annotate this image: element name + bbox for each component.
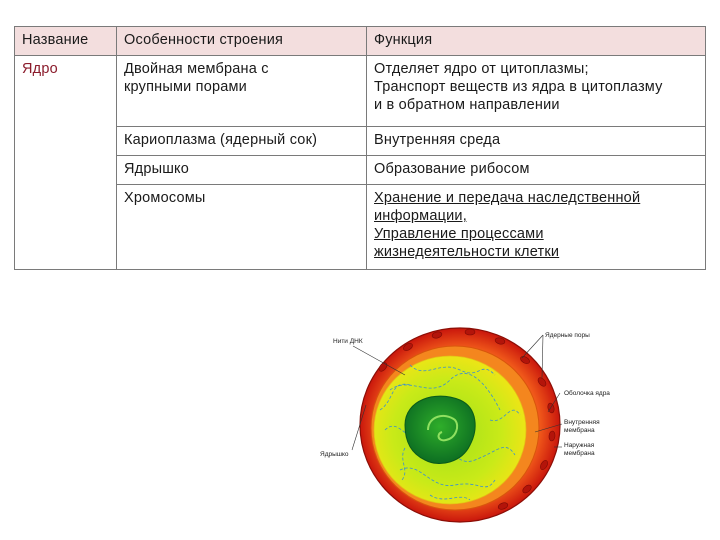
function-text: жизнедеятельности клетки xyxy=(374,244,560,260)
structure-cell xyxy=(117,185,367,270)
label-outer-membrane-2: мембрана xyxy=(564,450,595,457)
structure-text: Кариоплазма (ядерный сок) xyxy=(124,132,318,148)
function-text: информации, xyxy=(374,208,467,224)
function-cell xyxy=(367,185,706,270)
function-cell xyxy=(367,56,706,127)
header-structure: Особенности строения xyxy=(117,27,367,56)
row-label-nucleus: Ядро xyxy=(15,56,117,270)
label-outer-membrane-1: Наружная xyxy=(564,442,595,449)
structure-cell xyxy=(117,156,367,185)
table-row xyxy=(15,56,706,127)
table-row xyxy=(15,156,706,185)
structure-cell xyxy=(117,56,367,127)
label-inner-membrane-1: Внутренняя xyxy=(564,419,600,426)
structure-text: крупными порами xyxy=(124,79,247,95)
label-inner-membrane-2: мембрана xyxy=(564,427,595,434)
table-row xyxy=(15,127,706,156)
table-row xyxy=(15,185,706,270)
label-nucleolus: Ядрышко xyxy=(320,451,349,458)
label-nuclear-envelope: Оболочка ядра xyxy=(564,390,610,397)
function-text: Образование рибосом xyxy=(374,161,530,177)
label-nuclear-pores: Ядерные поры xyxy=(545,332,590,339)
function-text: Отделяет ядро от цитоплазмы; xyxy=(374,61,589,77)
label-dna-threads: Нити ДНК xyxy=(333,338,363,345)
function-cell xyxy=(367,127,706,156)
header-function: Функция xyxy=(367,27,706,56)
structure-cell xyxy=(117,127,367,156)
nucleus-diagram xyxy=(310,320,620,530)
structure-text: Ядрышко xyxy=(124,161,190,177)
function-text: Транспорт веществ из ядра в цитоплазму xyxy=(374,79,663,95)
structure-function-table xyxy=(14,26,706,270)
function-text: Хранение и передача наследственной xyxy=(374,190,641,206)
function-text: Управление процессами xyxy=(374,226,544,242)
structure-text: Двойная мембрана с xyxy=(124,61,269,77)
function-text: и в обратном направлении xyxy=(374,97,560,113)
function-text: Внутренняя среда xyxy=(374,132,501,148)
nucleolus xyxy=(405,396,475,463)
table-header-row xyxy=(15,27,706,56)
structure-text: Хромосомы xyxy=(124,190,206,206)
header-name: Название xyxy=(15,27,117,56)
function-cell xyxy=(367,156,706,185)
